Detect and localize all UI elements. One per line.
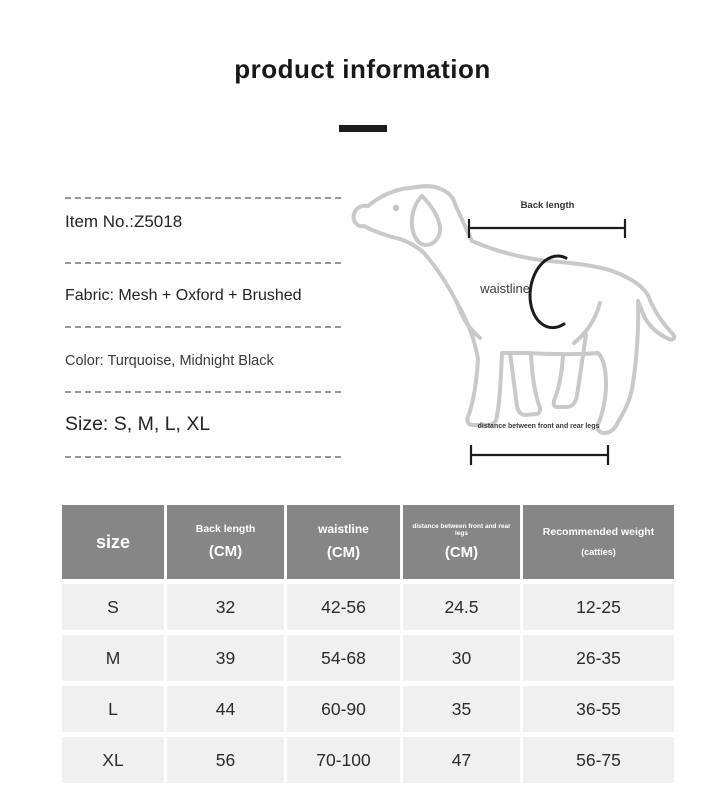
size-text: Size: S, M, L, XL [65, 413, 211, 435]
table-cell-leg-distance: 30 [403, 635, 520, 681]
header-title: waistline [318, 522, 369, 537]
table-header-waistline [287, 505, 400, 579]
item-number-text: Item No.:Z5018 [65, 212, 183, 231]
page-title: product information [234, 54, 491, 84]
table-cell-leg-distance: 24.5 [403, 584, 520, 630]
size-table [62, 505, 674, 783]
dashed-divider [65, 326, 342, 328]
table-cell-back-length: 44 [167, 686, 284, 732]
leg-distance-label: distance between front and rear legs [477, 423, 600, 430]
dog-ear [412, 196, 440, 245]
table-cell-size: L [62, 686, 164, 732]
header-unit: (catties) [581, 547, 616, 558]
dashed-divider [65, 262, 342, 264]
waistline-measure-ellipse [530, 256, 566, 328]
table-cell-back-length: 56 [167, 737, 284, 783]
header-unit: (CM) [208, 542, 243, 560]
header-unit: (CM) [444, 544, 479, 562]
header-unit: (CM) [326, 543, 361, 561]
header-title: distance between front and rear legs [412, 522, 511, 537]
dog-outline-illustration [350, 175, 725, 475]
dog-chest-line [457, 302, 480, 338]
table-cell-weight: 56-75 [523, 737, 674, 783]
table-cell-waistline: 42-56 [287, 584, 400, 630]
dog-far-hind-leg [554, 335, 586, 407]
header-title: Back length [195, 523, 256, 536]
title-underline [339, 125, 387, 132]
table-header-recommended-weight [523, 505, 674, 579]
back-length-label: Back length [520, 200, 575, 211]
table-cell-leg-distance: 47 [403, 737, 520, 783]
header-title: Recommended weight [542, 525, 655, 538]
color-text: Color: Turquoise, Midnight Black [65, 353, 274, 369]
table-header-leg-distance [403, 505, 520, 579]
table-header-size [62, 505, 164, 579]
table-cell-waistline: 70-100 [287, 737, 400, 783]
dashed-divider [65, 391, 342, 393]
dashed-divider [65, 197, 342, 199]
fabric-text: Fabric: Mesh + Oxford + Brushed [65, 287, 302, 304]
header-title: size [95, 531, 131, 552]
table-cell-back-length: 32 [167, 584, 284, 630]
dog-eye [393, 205, 399, 211]
table-cell-weight: 26-35 [523, 635, 674, 681]
waistline-label: waistline [480, 281, 530, 296]
dashed-divider [65, 456, 342, 458]
table-cell-size: S [62, 584, 164, 630]
table-cell-size: XL [62, 737, 164, 783]
table-cell-waistline: 54-68 [287, 635, 400, 681]
table-cell-weight: 36-55 [523, 686, 674, 732]
table-cell-weight: 12-25 [523, 584, 674, 630]
table-cell-waistline: 60-90 [287, 686, 400, 732]
dog-far-front-leg [510, 353, 540, 415]
leg-distance-measure-line [471, 445, 608, 465]
table-cell-size: M [62, 635, 164, 681]
table-cell-back-length: 39 [167, 635, 284, 681]
table-cell-leg-distance: 35 [403, 686, 520, 732]
table-header-back-length [167, 505, 284, 579]
back-length-measure-line [469, 219, 625, 238]
